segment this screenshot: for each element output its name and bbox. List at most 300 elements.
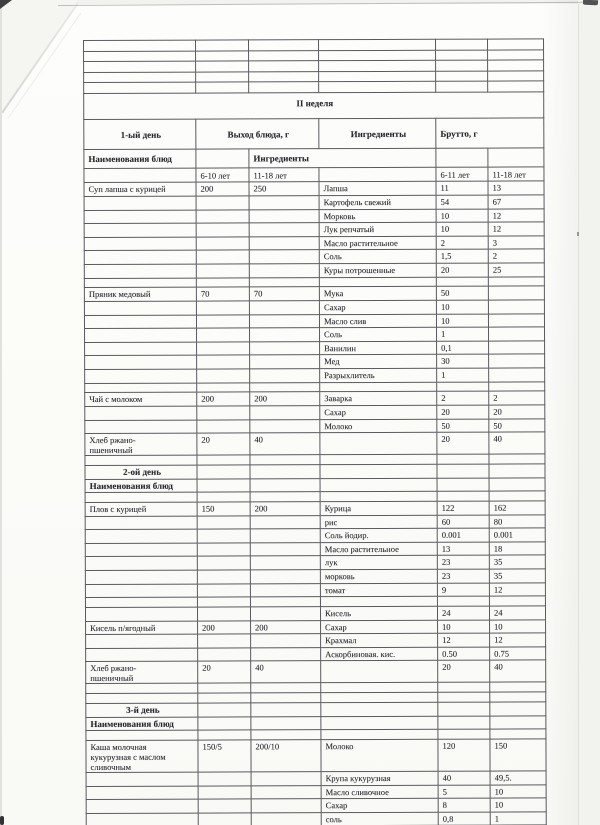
brutto-11-18-cell	[488, 49, 544, 60]
dish-name-cell	[86, 772, 198, 786]
output-6-10-cell	[198, 799, 251, 813]
output-11-18-cell	[251, 703, 321, 717]
brutto-6-11-cell	[438, 682, 490, 692]
brutto-6-11-cell: 0.001	[437, 528, 489, 542]
ingredient-cell: Аскорбиновая. кис.	[321, 647, 438, 661]
ingredient-cell: Сахар	[321, 620, 438, 634]
output-6-10-cell	[196, 250, 249, 264]
output-6-10-cell	[197, 492, 250, 502]
brutto-6-11-cell	[436, 81, 488, 92]
brutto-11-18-cell: 2	[488, 249, 544, 263]
brutto-6-11-cell: 1	[437, 368, 489, 382]
brutto-6-11-cell: 20	[437, 432, 489, 454]
dish-names-header-cell: Наименования блюд	[84, 149, 196, 168]
dish-name-cell	[85, 369, 197, 383]
brutto-11-18-cell	[489, 596, 545, 606]
ingredient-cell: Крупа кукурузная	[321, 771, 438, 785]
brutto-11-18-cell	[490, 692, 546, 702]
brutto-6-11-cell	[437, 454, 489, 464]
output-11-18-cell	[250, 455, 320, 465]
brutto-11-18-cell	[488, 60, 544, 71]
age-range-cell: 11-18 лет	[249, 168, 319, 183]
brutto-11-18-cell	[488, 286, 544, 300]
brutto-6-11-cell	[436, 60, 488, 71]
ingredient-cell: Разрыхлитель	[320, 368, 437, 382]
brutto-6-11-cell: 20	[437, 405, 489, 419]
output-6-10-cell: 200	[197, 392, 250, 406]
brutto-6-11-cell	[436, 277, 488, 287]
output-11-18-cell	[249, 223, 319, 237]
brutto-6-11-cell: 1,5	[436, 250, 488, 264]
brutto-11-18-cell	[490, 715, 546, 729]
output-11-18-cell	[250, 406, 320, 420]
ingredient-cell: Мед	[320, 355, 437, 369]
brutto-11-18-cell: 162	[489, 501, 545, 515]
dish-name-cell	[84, 278, 196, 288]
ingredient-cell: Куры потрошенные	[319, 263, 436, 277]
dish-name-cell	[85, 383, 197, 393]
output-6-10-cell	[198, 648, 251, 662]
brutto-6-11-cell	[437, 491, 489, 501]
ingredient-cell: Масло сливочное	[321, 785, 438, 799]
ingredient-cell	[321, 702, 438, 716]
ingredient-cell: Мука	[319, 287, 436, 301]
brutto-11-18-cell	[488, 314, 544, 328]
brutto-11-18-cell: 10	[490, 798, 546, 812]
output-11-18-cell	[251, 772, 321, 786]
ingredient-cell	[321, 661, 438, 683]
brutto-11-18-cell: 50	[489, 418, 545, 432]
output-6-10-cell	[198, 716, 251, 730]
week-title-cell: II неделя	[84, 92, 544, 120]
ingredient-cell: Соль йодир.	[320, 528, 437, 542]
brutto-11-18-cell	[489, 368, 545, 382]
brutto-11-18-cell	[490, 729, 546, 739]
scan-shadow-right	[543, 0, 578, 825]
ingredient-cell: Морковь	[319, 209, 436, 223]
ingredient-cell: Масло растительное	[320, 542, 437, 556]
brutto-6-11-cell	[437, 478, 489, 492]
dish-name-cell	[86, 648, 198, 662]
dish-name-cell	[85, 529, 197, 543]
dish-name-cell	[85, 492, 197, 502]
brutto-6-11-cell: 20	[438, 660, 490, 682]
output-11-18-cell	[250, 382, 320, 392]
output-6-10-cell	[198, 693, 251, 703]
dish-name-cell: 3-й день	[86, 703, 198, 717]
ingredient-cell	[319, 71, 436, 82]
output-6-10-cell	[197, 583, 250, 597]
empty-cell	[319, 167, 436, 182]
brutto-11-18-cell	[489, 327, 545, 341]
ingredient-cell: Кисель	[320, 606, 437, 620]
output-11-18-cell: 200	[250, 392, 320, 406]
output-11-18-cell: 200	[251, 620, 321, 634]
output-6-10-cell	[197, 355, 250, 369]
brutto-6-11-cell: 40	[438, 771, 490, 785]
brutto-11-18-cell	[489, 381, 545, 391]
brutto-11-18-cell: 35	[489, 569, 545, 583]
brutto-6-11-cell	[436, 71, 488, 82]
dish-name-cell	[84, 237, 196, 251]
ingredients-header-cell: Ингредиенты	[319, 118, 436, 148]
output-11-18-cell	[249, 264, 319, 278]
output-11-18-cell	[249, 301, 319, 315]
output-11-18-cell	[251, 634, 321, 648]
output-6-10-cell	[196, 315, 249, 329]
output-11-18-cell	[249, 71, 319, 82]
ingredient-cell: Ванилин	[320, 341, 437, 355]
ingredient-cell: Сахар	[320, 405, 437, 419]
brutto-6-11-cell: 10	[436, 314, 488, 328]
output-6-10-cell	[196, 301, 249, 315]
ingredient-cell: Сахар	[319, 300, 436, 314]
output-11-18-cell: 250	[249, 182, 319, 196]
brutto-11-18-cell: 0.75	[490, 647, 546, 661]
brutto-11-18-cell: 2	[489, 391, 545, 405]
ingredient-cell	[319, 82, 436, 93]
dish-name-cell	[86, 813, 198, 825]
brutto-11-18-cell	[489, 477, 545, 491]
output-6-10-cell	[196, 223, 249, 237]
dish-name-cell	[84, 251, 196, 265]
output-11-18-cell	[250, 597, 320, 607]
output-11-18-cell	[251, 799, 321, 813]
ingredient-cell: Молоко	[321, 739, 438, 771]
dish-name-cell	[84, 264, 196, 278]
dish-name-cell	[84, 301, 196, 315]
brutto-6-11-cell: 0.50	[438, 647, 490, 661]
output-6-10-cell	[196, 237, 249, 251]
output-6-10-cell	[197, 328, 250, 342]
dish-name-cell	[84, 223, 196, 237]
brutto-6-11-cell: 13	[437, 542, 489, 556]
output-6-10-cell	[197, 597, 250, 607]
brutto-11-18-cell: 10	[490, 619, 546, 633]
ingredient-cell	[320, 382, 437, 392]
brutto-6-11-cell: 10	[438, 620, 490, 634]
ingredient-cell: Крахмал	[321, 633, 438, 647]
output-6-10-cell	[196, 264, 249, 278]
ingredient-cell: лук	[320, 556, 437, 570]
dish-name-cell	[85, 516, 197, 530]
brutto-6-11-cell: 5	[438, 785, 490, 799]
ingredient-cell	[320, 596, 437, 606]
output-11-18-cell	[251, 647, 321, 661]
output-6-10-cell	[198, 703, 251, 717]
brutto-6-11-cell: 54	[436, 195, 488, 209]
brutto-6-11-cell: 10	[436, 209, 488, 223]
output-11-18-cell	[250, 583, 320, 597]
output-11-18-cell	[251, 683, 321, 693]
output-11-18-cell	[251, 730, 321, 740]
ingredient-cell	[319, 50, 436, 61]
ingredient-cell: Лапша	[319, 182, 436, 196]
brutto-6-11-cell: 50	[437, 419, 489, 433]
brutto-6-11-cell: 60	[437, 515, 489, 529]
dish-name-cell	[85, 420, 197, 434]
brutto-11-18-cell	[488, 81, 544, 92]
brutto-11-18-cell: 20	[489, 405, 545, 419]
output-6-10-cell	[197, 369, 250, 383]
dish-name-cell	[84, 315, 196, 329]
dish-name-cell: Хлеб ржано- пшеничный	[86, 661, 198, 683]
output-6-10-cell	[196, 82, 249, 93]
dish-name-cell	[85, 584, 197, 598]
brutto-11-18-cell: 49,5.	[490, 771, 546, 785]
dish-name-cell: Пряник медовый	[84, 288, 196, 302]
ingredient-cell: морковь	[320, 569, 437, 583]
brutto-11-18-cell	[487, 39, 543, 50]
dish-name-cell	[84, 51, 196, 62]
empty-cell	[488, 148, 544, 167]
paper-right-edge	[578, 4, 579, 825]
output-11-18-cell	[250, 570, 320, 584]
brutto-6-11-cell	[438, 729, 490, 739]
output-6-10-cell	[198, 813, 251, 825]
dish-name-cell: Наименования блюд	[85, 479, 197, 493]
output-11-18-cell	[249, 250, 319, 264]
output-6-10-cell	[198, 785, 251, 799]
dish-name-cell	[85, 607, 197, 621]
ingredient-cell	[319, 277, 436, 287]
dish-name-cell	[85, 543, 197, 557]
output-6-10-cell: 70	[196, 287, 249, 301]
dish-name-cell	[86, 786, 198, 800]
ingredient-cell	[320, 491, 437, 501]
output-6-10-cell	[197, 570, 250, 584]
brutto-6-11-cell	[435, 39, 487, 50]
output-6-10-cell	[196, 40, 249, 51]
output-6-10-cell	[198, 730, 251, 740]
output-6-10-cell	[198, 634, 251, 648]
brutto-6-11-cell: 0,8	[438, 812, 490, 825]
output-6-10-cell	[198, 772, 251, 786]
dish-name-cell	[84, 61, 196, 72]
brutto-11-18-cell: 18	[489, 542, 545, 556]
output-11-18-cell	[249, 237, 319, 251]
brutto-11-18-cell: 150	[490, 739, 546, 771]
table-row	[84, 92, 544, 120]
ingredient-cell: рис	[320, 515, 437, 529]
ingredient-cell	[320, 464, 437, 478]
brutto-11-18-cell	[488, 277, 544, 287]
empty-cell	[196, 149, 249, 168]
brutto-11-18-cell	[489, 454, 545, 464]
output-11-18-cell	[251, 716, 321, 730]
brutto-6-11-cell: 20	[436, 263, 488, 277]
dish-name-cell	[85, 406, 197, 420]
output-11-18-cell	[251, 693, 321, 703]
output-11-18-cell	[249, 314, 319, 328]
brutto-6-11-cell: 10	[436, 222, 488, 236]
output-6-10-cell	[196, 72, 249, 83]
brutto-6-11-cell: 120	[438, 739, 490, 771]
table-row	[86, 660, 546, 684]
output-6-10-cell	[197, 515, 250, 529]
brutto-6-11-cell: 30	[437, 354, 489, 368]
brutto-6-11-cell	[438, 716, 490, 730]
ingredient-cell: Картофель свежий	[319, 195, 436, 209]
output-6-10-cell	[197, 455, 250, 465]
brutto-11-18-cell	[489, 464, 545, 478]
output-11-18-cell	[249, 61, 319, 72]
dish-name-cell	[85, 355, 197, 369]
dish-name-cell: Каша молочная кукурузная с маслом сливочным	[86, 740, 198, 772]
empty-cell	[84, 168, 196, 183]
brutto-11-18-cell	[489, 354, 545, 368]
scanner-background-left	[0, 0, 2, 825]
output-11-18-cell	[249, 40, 319, 51]
brutto-6-11-cell	[438, 702, 490, 716]
brutto-6-11-cell	[437, 382, 489, 392]
dish-name-cell	[86, 693, 198, 703]
ingredient-cell: томат	[320, 583, 437, 597]
ingredient-cell	[320, 432, 437, 454]
brutto-6-11-cell: 12	[438, 633, 490, 647]
brutto-6-11-cell: 50	[436, 287, 488, 301]
output-6-10-cell	[197, 342, 250, 356]
brutto-header-cell: Брутто, г	[436, 118, 544, 148]
brutto-6-11-cell: 23	[437, 569, 489, 583]
dish-name-cell	[85, 597, 197, 607]
brutto-6-11-cell: 8	[438, 798, 490, 812]
output-6-10-cell	[198, 683, 251, 693]
output-11-18-cell	[250, 607, 320, 621]
output-6-10-cell	[196, 51, 249, 62]
output-11-18-cell	[250, 492, 320, 502]
ingredient-cell	[319, 60, 436, 71]
ingredient-cell: соль	[321, 812, 438, 825]
output-11-18-cell	[250, 341, 320, 355]
scan-speck-right	[577, 232, 579, 236]
dish-name-cell: Наименования блюд	[86, 717, 198, 731]
brutto-11-18-cell: 13	[488, 181, 544, 195]
output-6-10-cell	[197, 556, 250, 570]
table-row	[86, 812, 546, 825]
table-row	[86, 739, 546, 773]
brutto-6-11-cell: 2	[437, 391, 489, 405]
ingredient-cell: Соль	[320, 327, 437, 341]
output-11-18-cell	[250, 355, 320, 369]
output-6-10-cell	[196, 196, 249, 210]
ingredient-cell: Сахар	[321, 798, 438, 812]
dish-name-cell	[84, 82, 196, 93]
output-6-10-cell	[197, 478, 250, 492]
brutto-6-11-cell: 24	[437, 606, 489, 620]
ingredient-cell	[320, 454, 437, 464]
table-row	[84, 167, 544, 183]
output-6-10-cell: 20	[198, 661, 251, 683]
scan-corner-mark-top-right	[583, 0, 598, 5]
dish-name-cell: Хлеб ржано- пшеничный	[85, 433, 197, 455]
output-6-10-cell: 150	[197, 502, 250, 516]
output-6-10-cell	[197, 419, 250, 433]
output-6-10-cell	[197, 382, 250, 392]
output-6-10-cell	[197, 543, 250, 557]
output-11-18-cell	[249, 277, 319, 287]
brutto-11-18-cell: 12	[488, 209, 544, 223]
output-11-18-cell	[250, 369, 320, 383]
brutto-11-18-cell	[490, 682, 546, 692]
output-11-18-cell	[250, 419, 320, 433]
output-6-10-cell	[197, 406, 250, 420]
output-11-18-cell	[250, 515, 320, 529]
brutto-11-18-cell: 25	[488, 263, 544, 277]
brutto-6-11-cell: 11	[436, 182, 488, 196]
dish-name-cell	[84, 72, 196, 83]
ingredient-cell: Соль	[319, 250, 436, 264]
ingredient-cell: Заварка	[320, 392, 437, 406]
output-11-18-cell	[250, 529, 320, 543]
table-row	[85, 432, 545, 456]
dish-name-cell	[84, 196, 196, 210]
output-11-18-cell	[250, 478, 320, 492]
table-row	[84, 148, 544, 169]
brutto-11-18-cell: 0.001	[489, 528, 545, 542]
brutto-11-18-cell	[490, 702, 546, 716]
brutto-6-11-cell: 9	[437, 583, 489, 597]
output-11-18-cell	[250, 328, 320, 342]
menu-table-body	[84, 39, 547, 825]
brutto-11-18-cell	[489, 341, 545, 355]
ingredient-cell: Молоко	[320, 419, 437, 433]
brutto-11-18-cell: 67	[488, 195, 544, 209]
dish-name-cell	[86, 683, 198, 693]
dish-name-cell	[86, 730, 198, 740]
brutto-6-11-cell: 0,1	[437, 341, 489, 355]
age-range-cell: 6-11 лет	[436, 167, 488, 182]
output-11-18-cell	[250, 542, 320, 556]
ingredient-cell: Лук репчатый	[319, 223, 436, 237]
dish-name-cell	[86, 634, 198, 648]
ingredients-subheader-cell: Ингредиенты	[249, 148, 436, 168]
output-6-10-cell	[196, 278, 249, 288]
brutto-11-18-cell: 40	[490, 660, 546, 682]
ingredient-cell	[321, 729, 438, 739]
dish-name-cell	[85, 342, 197, 356]
ingredient-cell: Масло растительное	[319, 236, 436, 250]
ingredient-cell	[321, 683, 438, 693]
ingredient-cell: Масло слив	[319, 314, 436, 328]
output-6-10-cell	[197, 465, 250, 479]
output-11-18-cell: 40	[250, 433, 320, 455]
brutto-11-18-cell: 10	[490, 784, 546, 798]
dish-name-cell: Кисель п/ягодный	[86, 621, 198, 635]
output-11-18-cell: 200	[250, 502, 320, 516]
table-row	[84, 118, 544, 150]
age-range-cell: 6-10 лет	[196, 168, 249, 183]
scan-speck-bottom-left	[0, 816, 4, 825]
dish-name-cell	[84, 210, 196, 224]
menu-table	[83, 38, 547, 825]
brutto-11-18-cell: 3	[488, 236, 544, 250]
dish-name-cell	[85, 570, 197, 584]
output-6-10-cell	[197, 529, 250, 543]
output-11-18-cell: 40	[251, 661, 321, 683]
output-6-10-cell: 20	[197, 433, 250, 455]
brutto-11-18-cell: 12	[489, 582, 545, 596]
dish-name-cell	[84, 40, 196, 51]
output-11-18-cell	[249, 196, 319, 210]
ingredient-cell	[319, 39, 436, 50]
brutto-11-18-cell	[488, 71, 544, 82]
dish-name-cell	[85, 556, 197, 570]
dish-name-cell	[85, 328, 197, 342]
output-11-18-cell	[249, 209, 319, 223]
output-6-10-cell: 150/5	[198, 740, 251, 772]
brutto-11-18-cell: 35	[489, 555, 545, 569]
